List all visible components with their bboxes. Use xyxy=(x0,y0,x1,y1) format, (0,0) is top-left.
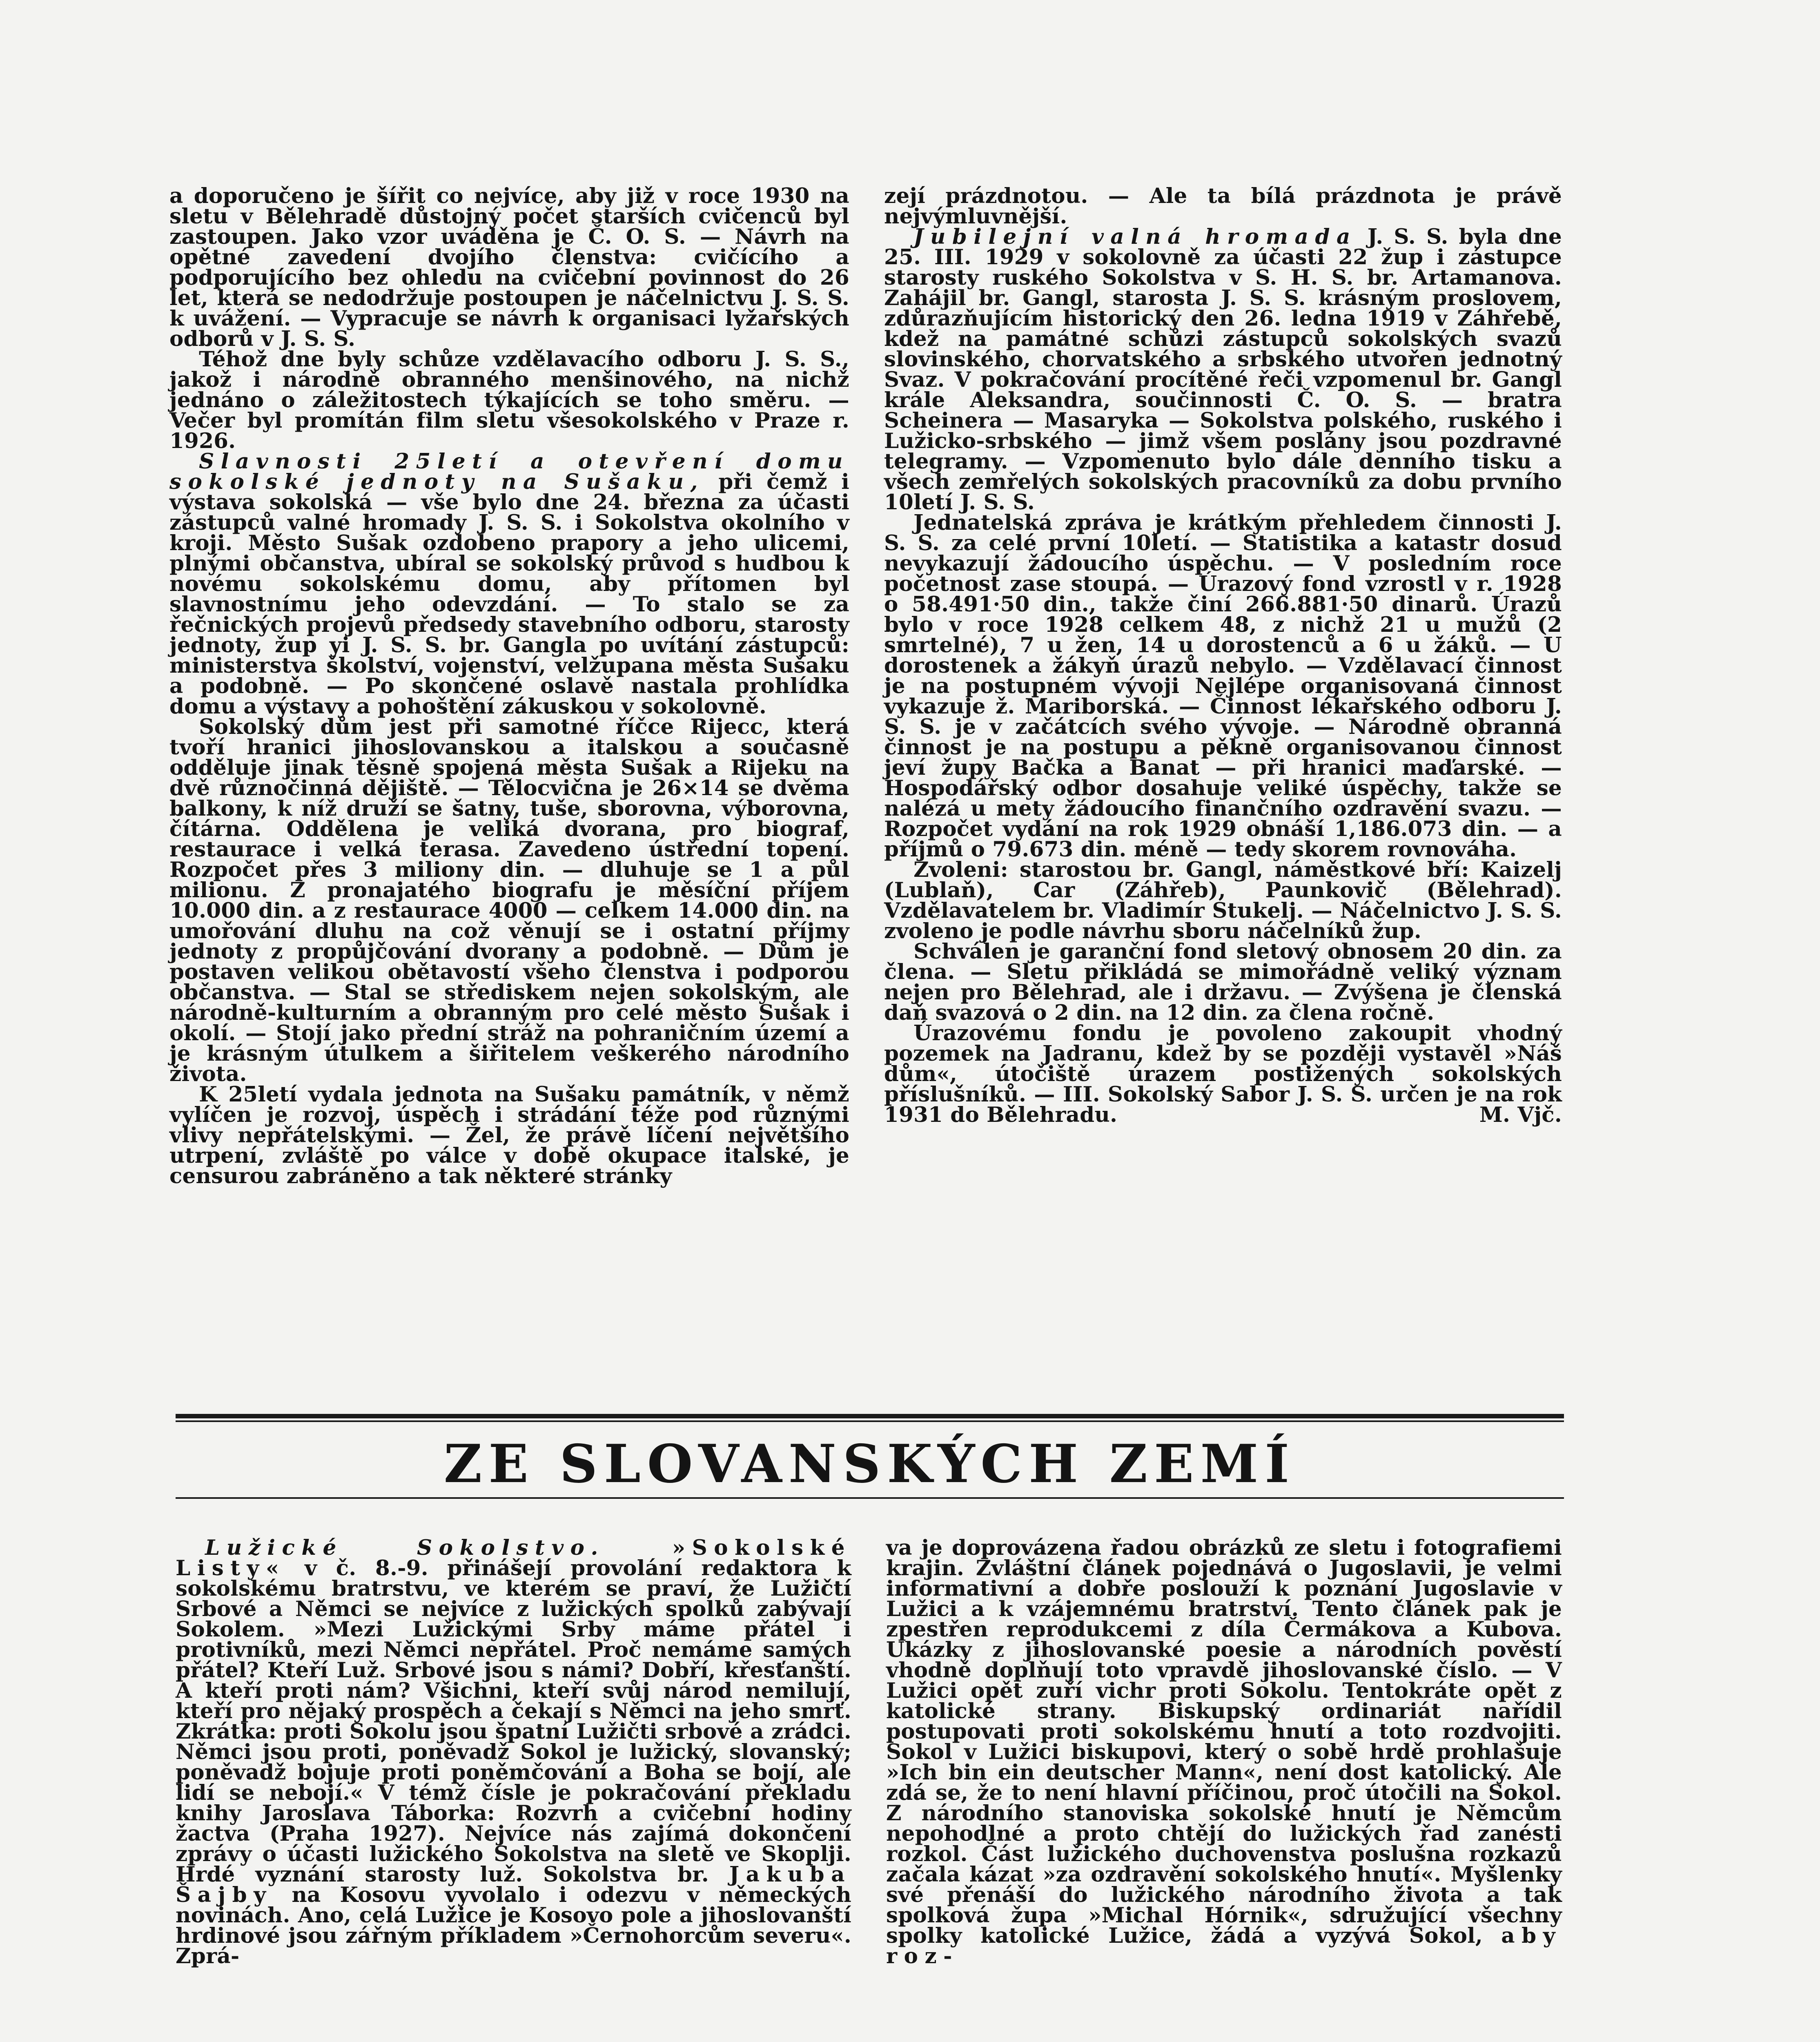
section-heading: ZE SLOVANSKÝCH ZEMÍ xyxy=(443,1433,1296,1495)
spaced-text: aby roz- xyxy=(886,1924,1562,1968)
paragraph xyxy=(884,227,1562,513)
spaced-lead-text: Slavnosti 25letí a otevření domu sokolské jednoty na Sušaku, xyxy=(169,449,849,494)
paragraph xyxy=(176,1538,851,1966)
top-right-column xyxy=(884,186,1562,1125)
bottom-left-column xyxy=(176,1538,851,1966)
paragraph xyxy=(884,1023,1562,1125)
paragraph: Sokolský dům jest při samotné říčce Rijecc, která tvoří hranici jihoslovanskou a italskou a současně odděluje jinak těsně spojená města Sušak a Rijeku na dvě různočinná dějiště. — Tělocvična je 26×14 se dvěma balkony, k níž druží se šatny, tuše, sborovna, výborovna, čítárna. Oddělena je veliká dvorana, pro biograf, restaurace i velká terasa. Zavedeno ústřední topení. Rozpočet přes 3 miliony din. — dluhuje se 1 a půl milionu. Z pronajatého biografu je měsíční příjem 10.000 din. a z restaurace 4000 — celkem 14.000 din. na umořování dluhu na což věnují se i ostatní příjmy jednoty z propůjčování dvorany a podobně. — Dům je postaven velikou obětavostí všeho členstva i podporou občanstva. — Stal se střediskem nejen sokolským, ale národně-kulturním a obranným pro celé město Sušak i okolí. — Stojí jako přední stráž na pohraničním území a je krásným útulkem a šiřitelem veškerého národního života. xyxy=(169,715,849,1086)
section-rule-bottom xyxy=(176,1497,1564,1499)
spaced-name: Jakuba Šajby xyxy=(176,1862,851,1907)
paragraph-text: v č. 8.-9. přinášejí provolání redaktora k sokolskému bratrstvu, ve kterém se praví, že Lužičtí Srbové a Němci se nejvíce z lužických spolků zabývají Sokolem. »Mezi Lužickými Srby máme přátel i protivníků, mezi Němci nepřátel. Proč nemáme samých přátel? Kteří Luž. Srbové jsou s námi? Dobří, křesťanští. A kteří proti nám? Všichni, kteří svůj národ nemilují, kteří pro nějaký prospěch a čekají s Němci na jeho smrť. Zkrátka: proti Sokolu jsou špatní Lužičti srbové a zrádci. Němci jsou proti, poněvadž Sokol je lužický, slovanský; poněvadž bojuje proti poněmčování a Boha se bojí, ale lidí se nebojí.« V témž čísle je pokračování překladu knihy Jaroslava Táborka: Rozvrh a cvičební hodiny žactva (Praha 1927). Nejvíce nás zajímá dokončení zprávy o účasti lužického Sokolstva na sletě ve Skoplji. Hrdé vyznání starosty luž. Sokolstva br. xyxy=(176,1556,851,1887)
paragraph: zejí prázdnotou. — Ale ta bílá prázdnota je právě nejvýmluvnější. xyxy=(884,184,1562,229)
paragraph-text: na Kosovu vyvolalo i odezvu v německých novinách. Ano, celá Lužice je Kosovo pole a jihoslovanští hrdinové jsou zářným příkladem »Černohorcům severu«. Zprá- xyxy=(176,1883,851,1968)
paragraph-text: va je doprovázena řadou obrázků ze sletu i fotografiemi krajin. Zvláštní článek pojednává o Jugoslavii, je velmi informativní a dobře poslouží k poznání Jugoslavie v Lužici a k vzájemnému bratrství. Tento článek pak je zpestřen reprodukcemi z díla Čermákova a Kubova. Ukázky z jihoslovanské poesie a národních pověstí vhodně doplňují toto vpravdě jihoslovanské číslo. — V Lužici opět zuří vichr proti Sokolu. Tentokráte opět z katolické strany. Biskupský ordinariát nařídil postupovati proti sokolskému hnutí a toto rozdvojiti. Sokol v Lužici biskupovi, který o sobě hrdě prohlašuje »Ich bin ein deutscher Mann«, není dost katolický. Ale zdá se, že to není hlavní příčinou, proč útočili na Sokol. Z národního stanoviska sokolské hnutí je Němcům nepohodlné a proto chtějí do lužických řad zanésti rozkol. Část lužického duchovenstva poslušna rozkazů začala kázat »za ozdravění sokolského hnutí«. Myšlenky své přenáší do lužického národního života a tak spolková župa »Michal Hórnik«, sdružující všechny spolky katolické Lužice, žádá a vyzývá Sokol, xyxy=(886,1536,1562,1948)
paragraph-text: při čemž i výstava sokolská — vše bylo dne 24. března za účasti zástupců valné hromady J. S. S. i Sokolstva okolního v kroji. Město Sušak ozdobeno prapory a jeho ulicemi, plnými občanstva, ubíral se sokolský průvod s hudbou k novému sokolskému domu, aby přítomen byl slavnostnímu jeho odevzdání. — To stalo se za řečnických projevů předsedy stavebního odboru, starosty jednoty, žup yi J. S. S. br. Gangla po uvítání zástupců: ministerstva školství, vojenství, velžupana města Sušaku a podobně. — Po skončené oslavě nastala prohlídka domu a výstavy a pohoštění zákuskou v sokolovně. xyxy=(169,470,849,719)
paragraph: Schválen je garanční fond sletový obnosem 20 din. za člena. — Sletu přikládá se mimořádně veliký význam nejen pro Bělehrad, ale i državu. — Zvýšena je členská daň svazová o 2 din. na 12 din. za člena ročně. xyxy=(884,939,1562,1025)
paragraph: Téhož dne byly schůze vzdělavacího odboru J. S. S., jakož i národně obranného menšinového, na nichž jednáno o záležitostech týkajících se toho směru. — Večer byl promítán film sletu všesokolského v Praze r. 1926. xyxy=(169,347,849,453)
author-signature: M. Vjč. xyxy=(1479,1103,1562,1127)
paragraph: Zvoleni: starostou br. Gangl, náměstkové bří: Kaizelj (Lublaň), Car (Záhřeb), Paunkovič (Bělehrad). Vzdělavatelem br. Vladimír Stukelj. — Náčelnictvo J. S. S. zvoleno je podle návrhu sboru náčelníků žup. xyxy=(884,858,1562,943)
paragraph: K 25letí vydala jednota na Sušaku památník, v němž vylíčen je rozvoj, úspěch i strádání téže pod různými vlivy nepřátelskými. — Žel, že právě líčení největšího utrpení, zvláště po válce v době okupace italské, je censurou zabráněno a tak některé stránky xyxy=(169,1082,849,1188)
paragraph xyxy=(169,451,849,717)
bottom-right-column xyxy=(886,1538,1562,1966)
paragraph: Jednatelská zpráva je krátkým přehledem činnosti J. S. S. za celé první 10letí. — Statistika a katastr dosud nevykazují žádoucího úspěchu. — V posledním roce početnost zase stoupá. — Úrazový fond vzrostl v r. 1928 o 58.491·50 din., takže činí 266.881·50 dinarů. Úrazů bylo v roce 1928 celkem 48, z nichž 21 u mužů (2 smrtelné), 7 u žen, 14 u dorostenců a 6 u žáků. — U dorostenek a žákyň úrazů nebylo. — Vzdělavací činnost je na postupném vývoji Nejlépe organisovaná činnost vykazuje ž. Mariborská. — Činnost lékařského odboru J. S. S. je v začátcích svého vývoje. — Národně obranná činnost je na postupu a pěkně organisovanou činnost jeví župy Bačka a Banat — při hranici maďarské. — Hospodářský odbor dosahuje veliké úspěchy, takže se nalézá u mety žádoucího finančního ozdravění svazu. — Rozpočet vydání na rok 1929 obnáší 1,186.073 din. — a příjmů o 79.673 din. méně — tedy skorem rovnováha. xyxy=(884,510,1562,862)
paragraph-text: J. S. S. byla dne 25. III. 1929 v sokolovně za účasti 22 žup i zástupce starosty ruského Sokolstva v S. H. S. br. Artamanova. Zahájil br. Gangl, starosta J. S. S. krásným proslovem, zdůrazňujícím historický den 26. ledna 1919 v Záhřebě, kdež na památné schůzi zástupců sokolských svazů slovinského, chorvatského a srbského utvořen jednotný Svaz. V pokračování procítěné řeči vzpomenul br. Gangl krále Aleksandra, součinnosti Č. O. S. — bratra Scheinera — Masaryka — Sokolstva polského, ruského i Lužicko-srbského — jimž všem poslány jsou pozdravné telegramy. — Vzpomenuto bylo dále denního tisku a všech zemřelých sokolských pracovníků za dobu prvního 10letí J. S. S. xyxy=(884,225,1562,515)
paragraph-text: Úrazovému fondu je povoleno zakoupit vhodný pozemek na Jadranu, kdež by se později vystavěl »Náš dům«, útočiště úrazem postižených sokolských příslušníků. — III. Sokolský Sabor J. S. S. určen je na rok 1931 do Bělehradu. xyxy=(884,1021,1562,1127)
section-rule-top-thin xyxy=(176,1420,1564,1422)
paragraph xyxy=(886,1538,1562,1966)
spaced-lead-text: Jubilejní valná hromada xyxy=(913,225,1357,249)
section-rule-top xyxy=(176,1414,1564,1418)
spaced-text: »Sokolské Listy« xyxy=(176,1536,851,1581)
top-left-column xyxy=(169,186,849,1186)
paragraph: a doporučeno je šířit co nejvíce, aby již v roce 1930 na sletu v Bělehradě důstojný počet starších cvičenců byl zastoupen. Jako vzor uváděna je Č. O. S. — Návrh na opětné zavedení dvojího členstva: cvičícího a podporujícího bez ohledu na cvičební povinnost do 26 let, která se nedodržuje postoupen je náčelnictvu J. S. S. k uvážení. — Vypracuje se návrh k organisaci lyžařských odborů v J. S. S. xyxy=(169,184,849,351)
spaced-lead-text: Lužické Sokolstvo. xyxy=(205,1536,605,1560)
